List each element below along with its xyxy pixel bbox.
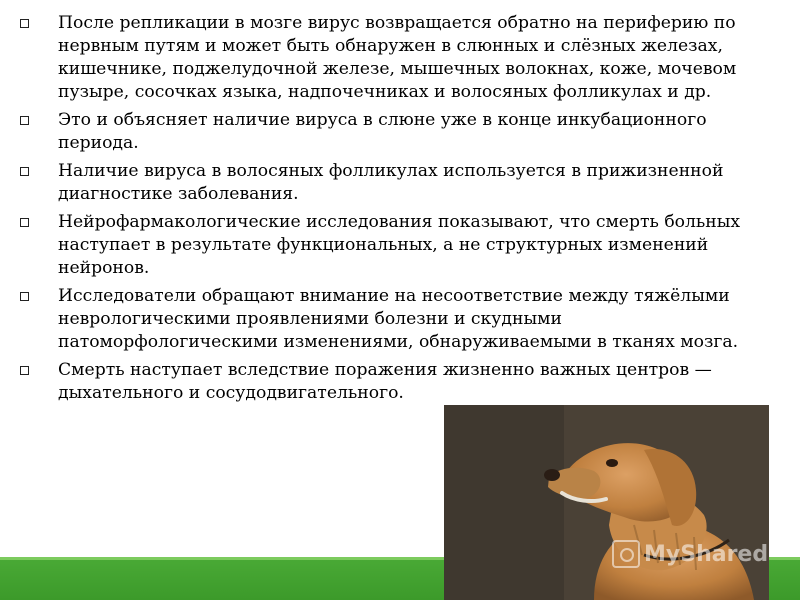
dog-illustration [444, 405, 769, 600]
square-bullet-icon [20, 366, 29, 375]
square-bullet-icon [20, 292, 29, 301]
square-bullet-icon [20, 19, 29, 28]
bullet-item [14, 359, 784, 405]
watermark-text: MyShared [644, 541, 769, 567]
square-bullet-icon [20, 116, 29, 125]
bullet-item [14, 160, 784, 206]
bullet-item [14, 12, 784, 104]
bullet-text: Нейрофармакологические исследования показывают, что смерть больных наступает в результате функциональных, а не структурных изменений нейронов. [58, 212, 741, 278]
bullet-item [14, 211, 784, 280]
myshared-logo-icon [612, 540, 640, 568]
square-bullet-icon [20, 167, 29, 176]
bullet-text: После репликации в мозге вирус возвращается обратно на периферию по нервным путям и может быть обнаружен в слюнных и слёзных железах, кишечнике, поджелудочной железе, мышечных волокнах, коже, мочевом пузыре, сосочках языка, надпочечниках и волосяных фолликулах и др. [58, 13, 737, 102]
bullet-text: Это и объясняет наличие вируса в слюне уже в конце инкубационного периода. [58, 110, 707, 153]
bullet-text: Смерть наступает вследствие поражения жизненно важных центров — дыхательного и сосудодвигательного. [58, 360, 712, 403]
rabid-dog-photo [444, 405, 769, 600]
bullet-item [14, 285, 784, 354]
bullet-text: Исследователи обращают внимание на несоответствие между тяжёлыми неврологическими проявлениями болезни и скудными патоморфологическими изменениями, обнаруживаемыми в тканях мозга. [58, 286, 739, 352]
bullet-list [14, 12, 784, 410]
watermark [612, 540, 768, 568]
square-bullet-icon [20, 218, 29, 227]
bullet-text: Наличие вируса в волосяных фолликулах используется в прижизненной диагностике заболевания. [58, 161, 724, 204]
bullet-item [14, 109, 784, 155]
